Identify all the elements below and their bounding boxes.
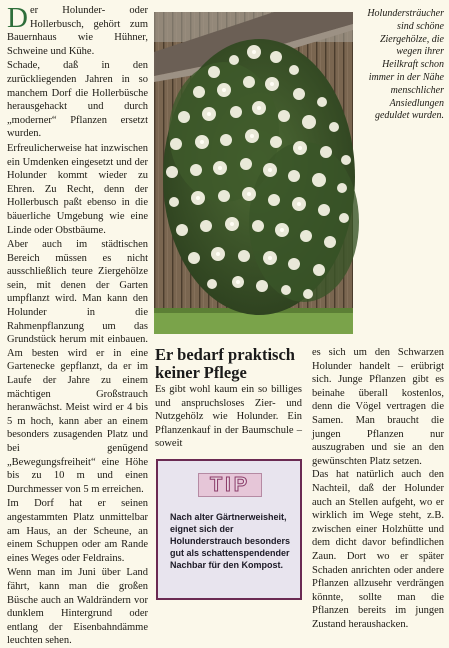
tip-text: Nach alter Gärtnerweisheit, eignet sich der Holunderstrauch besonders gut als schattenspendender Nachbar für den Kompost. <box>170 512 291 570</box>
tip-badge <box>198 473 262 497</box>
elderberry-bush-photo <box>154 12 353 334</box>
photo-caption: Holundersträucher sind schöne Ziergehölze, die wegen ihrer Heilkraft schon immer in der Nähe menschlicher Ansiedlungen geduldet wurden. <box>367 8 444 122</box>
tip-box <box>156 459 302 600</box>
left-text-column <box>7 2 148 647</box>
paragraph: es sich um den Schwarzen Holunder handelt – erübrigt sich. Junge Pflanzen gibt es beinahe überall kostenlos, denn die Vögel vertragen die Samen. Man braucht die jungen Pflanzen nur auszugraben und sie an den gewünschten Platz setzen. <box>312 347 444 467</box>
paragraph-intro <box>7 4 148 58</box>
tip-badge-label: TIP <box>209 473 251 496</box>
intro-text: er Holunder- oder Hollerbusch, gehört zum Bauernhaus wie Hühner, Schweine und Kühe. <box>7 5 148 57</box>
paragraph: Aber auch im städtischen Bereich müssen es nicht ausschließlich teure Ziergehölze sein, mit denen der Garten umpflanzt wird. Man kann den Holunder in die Rahmenpflanzung um das Grundstück herum mit einbauen. Am besten wird er in eine Gartenecke gepflanzt, da er im Laufe der Jahre zu einem mächtigen Großstrauch heranwächst. Meist wird er 4 bis 5 m hoch, kann aber an einem besonders zusagenden Platz und bei genügend „Bewegungsfreiheit“ eine Höhe bis zu 10 m und einen Durchmesser von 5 m erreichen. <box>7 239 148 495</box>
paragraph: Wenn man im Juni über Land fährt, kann man die großen Büsche auch an Waldrändern vor dunklem Hintergrund oder entlang der Eisenbahndämme leuchten sehen. <box>7 567 148 647</box>
paragraph: Das hat natürlich auch den Nachteil, daß der Holunder auch an Stellen aufgeht, wo er wirklich im Wege steht, z.B. zwischen einer Holzhütte und dem dicht davor befindlichen Zaun. Dort wo er später Schaden anrichten oder andere Pflanzen allzusehr verdrängen könnte, sollte man die Pflanzen bereits im jungen Zustand heraushacken. <box>312 469 444 630</box>
paragraph: Schade, daß in den zurückliegenden Jahren in so manchem Dorf die Hollerbüsche herausgehackt und durch „moderner“ Pflanzen ersetzt wurden. <box>7 60 148 140</box>
section-heading: Er bedarf praktisch keiner Pflege <box>155 345 295 382</box>
paragraph: Es gibt wohl kaum ein so billiges und anspruchsloses Zier- und Nutzgehölz wie Holunder. Ein Pflanzenkauf in der Baumschule – soweit <box>155 384 302 450</box>
right-text-column <box>312 346 444 630</box>
dropcap: D <box>7 2 28 34</box>
paragraph: Im Dorf hat er seinen angestammten Platz unmittelbar am Haus, an der Scheune, an einem Schuppen oder am Rande eines Weges oder Feldrains. <box>7 498 148 564</box>
elderberry-bush-illustration <box>154 12 353 334</box>
paragraph: Erfreulicherweise hat inzwischen ein Umdenken eingesetzt und der Holunder kommt wieder zu Ehren. Zu Recht, denn der Hollerbusch paßt ebenso in die bäuerliche Umgebung wie eine Linde oder Obstbäume. <box>7 142 148 236</box>
middle-text-column <box>155 383 302 451</box>
